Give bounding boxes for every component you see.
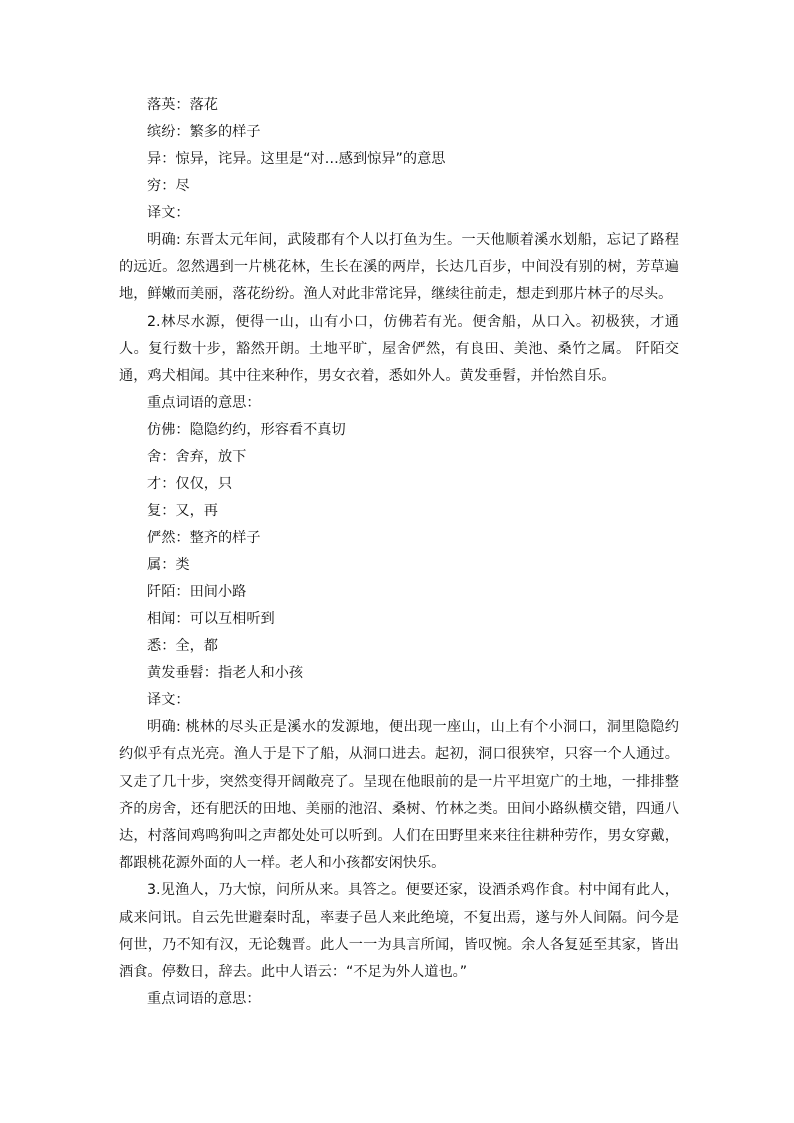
gloss-yi: 异：惊异，诧异。这里是“对…感到惊异”的意思 bbox=[147, 151, 446, 167]
translation-paragraph-2: 明确: 桃林的尽头正是溪水的发源地，便出现一座山，山上有个小洞口，洞里隐隐约约似乎有点光亮。渔人于是下了船，从洞口进去。起初，洞口很狭窄，只容一个人通过。又走了几十步，突然变得开阔敞亮了。呈现在他眼前的是一片平坦宽广的土地，一排排整齐的房舍，还有肥沃的田地、美丽的池沼、桑树、竹林之类。田间小路纵横交错，四通八达，村落间鸡鸣狗叫之声都处处可以听到。人们在田野里来来往往耕种劳作，男女穿戴，都跟桃花源外面的人一样。老人和小孩都安闲快乐。 bbox=[119, 719, 679, 872]
gloss-she: 舍：舍弃，放下 bbox=[147, 449, 247, 466]
gloss-fangfu: 仿佛：隐隐约约，形容看不真切 bbox=[147, 422, 346, 439]
original-text-paragraph-2: 2.林尽水源，便得一山，山有小口，仿佛若有光。便舍船，从口入。初极狭，才通人。复行数十步，豁然开朗。土地平旷，屋舍俨然，有良田、美池、桑竹之属。 阡陌交通，鸡犬相闻。其中往来种作，男女衣着，悉如外人。黄发垂髫，并怡然自乐。 bbox=[119, 313, 679, 385]
gloss-qianmo: 阡陌：田间小路 bbox=[147, 584, 247, 601]
gloss-binfen: 缤纷：繁多的样子 bbox=[147, 124, 261, 140]
gloss-xi: 悉：全，都 bbox=[147, 638, 218, 655]
translation-paragraph-1: 明确: 东晋太元年间，武陵郡有个人以打鱼为生。一天他顺着溪水划船，忘记了路程的远近。忽然遇到一片桃花林，生长在溪的两岸，长达几百步，中间没有别的树，芳草遍地，鲜嫩而美丽，落花纷纷。渔人对此非常诧异，继续往前走，想走到那片林子的尽头。 bbox=[119, 232, 679, 303]
translation-heading: 译文： bbox=[147, 205, 190, 221]
gloss-yanran: 俨然：整齐的样子 bbox=[147, 530, 261, 547]
gloss-fu: 复：又，再 bbox=[147, 503, 218, 520]
original-text-paragraph-3: 3.见渔人，乃大惊，问所从来。具答之。便要还家，设酒杀鸡作食。村中闻有此人，咸来问讯。自云先世避秦时乱，率妻子邑人来此绝境，不复出焉，遂与外人间隔。问今是何世，乃不知有汉，无论魏晋。此人一一为具言所闻，皆叹惋。余人各复延至其家，皆出酒食。停数日，辞去。此中人语云：“不足为外人道也。” bbox=[119, 882, 679, 981]
gloss-luoying: 落英：落花 bbox=[147, 97, 218, 113]
document-body bbox=[119, 92, 679, 1013]
key-words-heading: 重点词语的意思： bbox=[147, 991, 261, 1008]
gloss-cai: 才：仅仅，只 bbox=[147, 476, 233, 493]
translation-heading: 译文： bbox=[147, 692, 190, 709]
gloss-xiangwen: 相闻：可以互相听到 bbox=[147, 611, 275, 628]
gloss-shu: 属：类 bbox=[147, 557, 190, 574]
gloss-qiong: 穷：尽 bbox=[147, 178, 190, 194]
key-words-heading: 重点词语的意思： bbox=[147, 395, 261, 412]
gloss-huangfa-chuitiao: 黄发垂髫：指老人和小孩 bbox=[147, 665, 304, 682]
